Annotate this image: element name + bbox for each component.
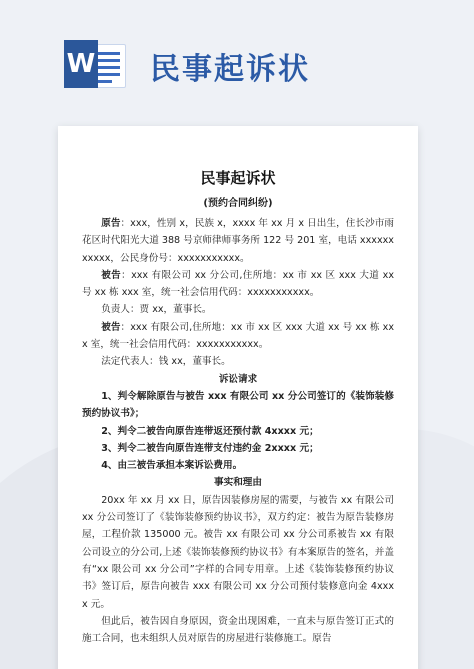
word-icon	[64, 40, 128, 88]
plaintiff-label: 原告	[101, 218, 121, 229]
defendant2-label: 被告	[101, 321, 121, 333]
facts-paragraph: 但此后，被告因自身原因，资金出现困难，一直未与原告签订正式的施工合同，也未组织人员对原告的房屋进行装修施工。原告	[82, 615, 394, 645]
defendant2-paragraph	[82, 319, 394, 354]
defendant1-label: 被告	[101, 269, 122, 281]
facts-heading: 事实和理由	[214, 477, 262, 489]
claim-item: 2、判令二被告向原告连带返还预付款 4xxxx 元；	[101, 425, 319, 437]
document-body	[82, 165, 394, 647]
defendant1-text: ：xxx 有限公司 xx 分公司,住所地：xx 市 xx 区 xxx 大道 xx 号 xx 栋 xxx 室，统一社会信用代码：xxxxxxxxxxx。	[82, 269, 395, 299]
claim-item: 1、判令解除原告与被告 xxx 有限公司 xx 分公司签订的《装饰装修预约协议书》；	[82, 390, 394, 420]
defendant1-paragraph	[82, 267, 394, 302]
page-title: 民事起诉状	[150, 52, 310, 87]
facts-paragraph: 20xx 年 xx 月 xx 日，原告因装修房屋的需要，与被告 xx 有限公司 xx 分公司签订了《装饰装修预约协议书》，双方约定：被告为原告装修房屋，工程价款 135000 元。被告 xx 有限公司 xx 分公司系被告 xx 有限公司设立的分公司,上述《装饰装修预约协议书》有本案原告的签名，并盖有“xx 限公司 xx 分公司”字样的合同专用章。上述《装饰装修预约协议书》签订后，原告向被告 xxx 有限公司 xx 分公司预付装修意向金 4xxxx 元。	[82, 494, 394, 610]
document-subtitle: (预约合同纠纷)	[203, 198, 273, 209]
claim-item: 3、判令二被告向原告连带支付违约金 2xxxx 元；	[101, 442, 319, 454]
plaintiff-text: ：xxx，性别 x，民族 x，xxxx 年 xx 月 x 日出生，住长沙市雨花区时代阳光大道 388 号京师律师事务所 122 号 201 室，电话 xxxxxxxxxxx，公民身份号：xxxxxxxxxxx。	[82, 218, 394, 264]
word-icon-letter: W	[64, 40, 98, 88]
claims-heading: 诉讼请求	[218, 373, 258, 385]
claim-item: 4、由三被告承担本案诉讼费用。	[101, 460, 243, 472]
plaintiff-paragraph	[82, 215, 394, 267]
document-title: 民事起诉状	[200, 169, 276, 187]
defendant2-text: ：xxx 有限公司,住所地：xx 市 xx 区 xxx 大道 xx 号 xx 栋 xxx 室，统一社会信用代码：xxxxxxxxxxx。	[82, 321, 395, 351]
defendant2-representative: 法定代表人：钱 xx，董事长。	[101, 356, 231, 368]
defendant1-representative: 负责人：贾 xx，董事长。	[101, 304, 212, 316]
